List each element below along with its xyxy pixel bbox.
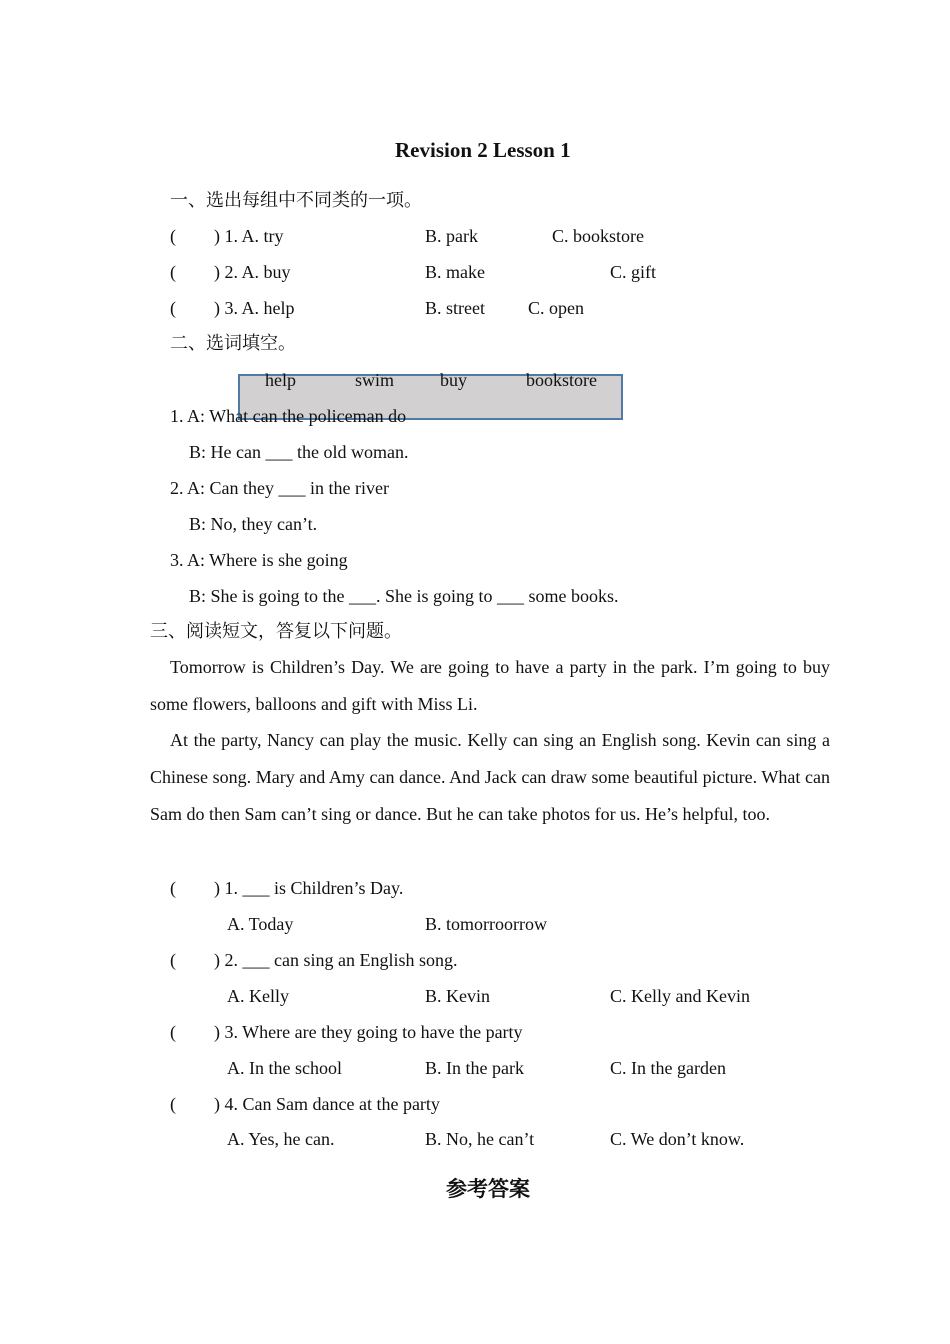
- option-a: A. Today: [227, 914, 294, 934]
- section1-heading: 一、选出每组中不同类的一项。: [170, 190, 422, 210]
- dialogue-line: B: No, they can’t.: [189, 514, 318, 534]
- option-c: C. open: [528, 298, 584, 318]
- answer-paren: (: [170, 1022, 176, 1042]
- page-title: Revision 2 Lesson 1: [395, 138, 571, 162]
- question-text: ) 3. Where are they going to have the party: [214, 1022, 523, 1042]
- reading-paragraph: Tomorrow is Children’s Day. We are going to have a party in the park. I’m going to buy some flowers, balloons and gift with Miss Li.: [150, 657, 830, 714]
- question-text: ) 2. A. buy: [214, 262, 291, 282]
- option-b: B. In the park: [425, 1058, 524, 1078]
- option-c: C. In the garden: [610, 1058, 726, 1078]
- option-b: B. make: [425, 262, 485, 282]
- word-bank-word: swim: [355, 370, 395, 390]
- dialogue-line: 3. A: Where is she going: [170, 550, 348, 570]
- option-a: A. Yes, he can.: [227, 1129, 335, 1149]
- answer-key-title: 参考答案: [446, 1177, 530, 1201]
- option-a: A. Kelly: [227, 986, 289, 1006]
- dialogue-line: 1. A: What can the policeman do: [170, 406, 407, 426]
- dialogue-line: B: He can ___ the old woman.: [189, 442, 409, 462]
- dialogue-line: B: She is going to the ___. She is going to ___ some books.: [189, 586, 619, 606]
- section3-heading: 三、阅读短文，答复以下问题。: [150, 621, 402, 641]
- option-b: B. park: [425, 226, 478, 246]
- word-bank-word: bookstore: [526, 370, 597, 390]
- option-c: C. We don’t know.: [610, 1129, 745, 1149]
- question-text: ) 1. ___ is Children’s Day.: [214, 878, 404, 898]
- answer-paren: (: [170, 878, 176, 898]
- option-b: B. tomorroorrow: [425, 914, 547, 934]
- question-text: ) 1. A. try: [214, 226, 284, 246]
- question-text: ) 4. Can Sam dance at the party: [214, 1094, 440, 1114]
- option-b: B. Kevin: [425, 986, 490, 1006]
- option-c: C. gift: [610, 262, 657, 282]
- option-b: B. street: [425, 298, 485, 318]
- option-a: A. In the school: [227, 1058, 342, 1078]
- option-c: C. bookstore: [552, 226, 644, 246]
- answer-paren: (: [170, 262, 176, 282]
- question-text: ) 2. ___ can sing an English song.: [214, 950, 458, 970]
- option-c: C. Kelly and Kevin: [610, 986, 750, 1006]
- word-bank-word: help: [265, 370, 296, 390]
- reading-paragraph: At the party, Nancy can play the music. Kelly can sing an English song. Kevin can sing a Chinese song. Mary and Amy can dance. And Jack can draw some beautiful picture. What can Sam do then Sam can’t sing or dance. But he can take photos for us. He’s helpful, too.: [150, 730, 830, 824]
- dialogue-line: 2. A: Can they ___ in the river: [170, 478, 389, 498]
- question-text: ) 3. A. help: [214, 298, 295, 318]
- answer-paren: (: [170, 950, 176, 970]
- section2-heading: 二、选词填空。: [170, 333, 296, 353]
- answer-paren: (: [170, 298, 176, 318]
- answer-paren: (: [170, 1094, 176, 1114]
- option-b: B. No, he can’t: [425, 1129, 535, 1149]
- word-bank-word: buy: [440, 370, 467, 390]
- answer-paren: (: [170, 226, 176, 246]
